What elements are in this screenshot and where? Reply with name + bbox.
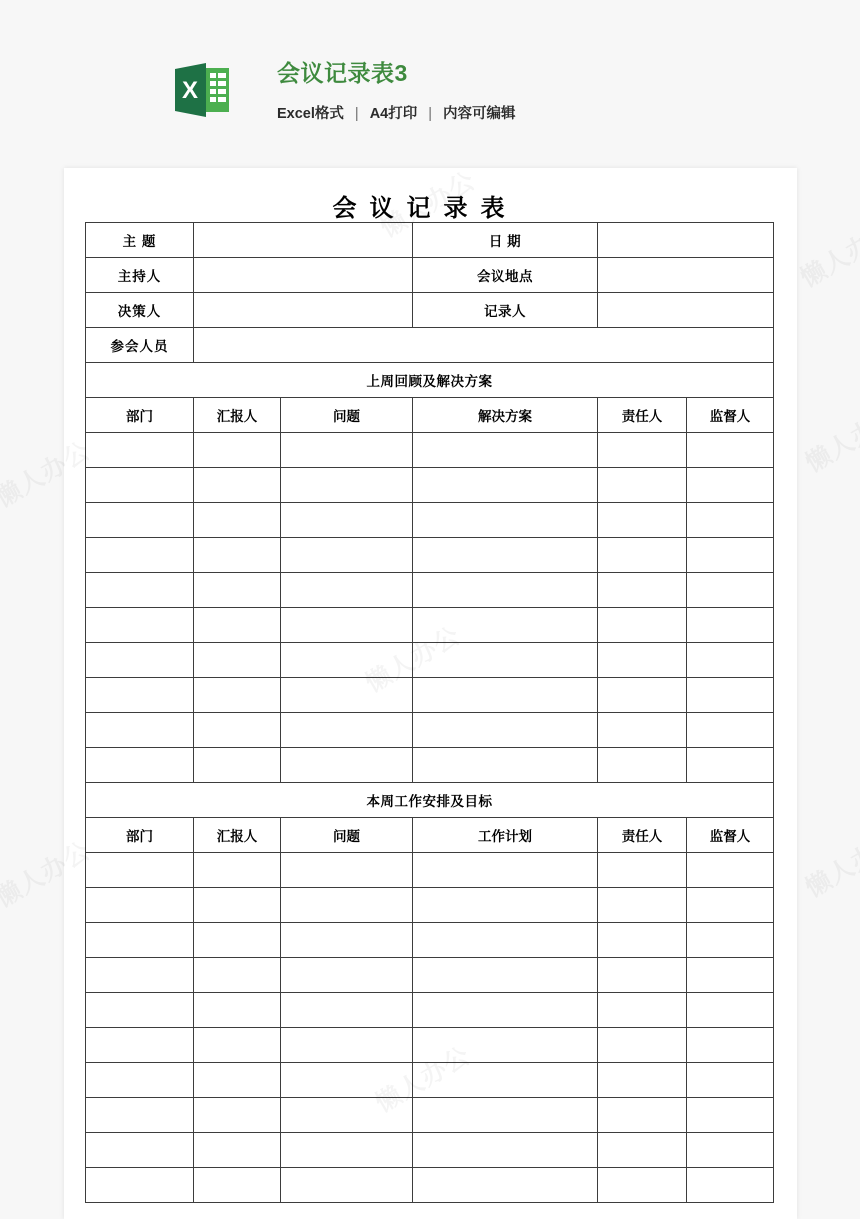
cell-reporter[interactable]	[194, 958, 281, 993]
cell-owner[interactable]	[598, 1028, 687, 1063]
colhead-supervisor-0: 监督人	[687, 398, 774, 433]
cell-owner[interactable]	[598, 713, 687, 748]
cell-reporter[interactable]	[194, 678, 281, 713]
cell-department[interactable]	[86, 678, 194, 713]
table-row	[86, 433, 774, 468]
cell-workplan[interactable]	[413, 1168, 598, 1203]
cell-solution[interactable]	[413, 608, 598, 643]
page-title: 会议记录表3	[277, 60, 408, 86]
cell-workplan[interactable]	[413, 888, 598, 923]
cell-reporter[interactable]	[194, 643, 281, 678]
watermark-text	[798, 396, 860, 479]
cell-department[interactable]	[86, 748, 194, 783]
cell-owner[interactable]	[598, 1098, 687, 1133]
section-header-row-1	[86, 783, 774, 818]
meta-format: Excel格式	[277, 106, 344, 122]
excel-file-icon	[173, 61, 231, 119]
table-row	[86, 1063, 774, 1098]
cell-owner[interactable]	[598, 853, 687, 888]
cell-solution[interactable]	[413, 538, 598, 573]
colhead-solution-0: 解决方案	[413, 398, 598, 433]
table-row	[86, 503, 774, 538]
meta-separator-1: |	[354, 106, 359, 122]
table-body	[86, 223, 774, 433]
watermark-text	[793, 211, 860, 294]
table-row	[86, 713, 774, 748]
field-date-value[interactable]	[598, 223, 774, 258]
cell-issue[interactable]	[281, 713, 413, 748]
colhead-issue-1: 问题	[281, 818, 413, 853]
cell-reporter[interactable]	[194, 1168, 281, 1203]
watermark-text	[798, 821, 860, 904]
label-location: 会议地点	[413, 258, 598, 293]
cell-solution[interactable]	[413, 433, 598, 468]
cell-supervisor[interactable]	[687, 1133, 774, 1168]
section-header-row-0	[86, 363, 774, 398]
cell-workplan[interactable]	[413, 1098, 598, 1133]
section-title-last-week: 上周回顾及解决方案	[86, 363, 774, 398]
table-row	[86, 888, 774, 923]
table-row	[86, 958, 774, 993]
meta-editable: 内容可编辑	[443, 106, 516, 122]
cell-department[interactable]	[86, 1168, 194, 1203]
cell-department[interactable]	[86, 713, 194, 748]
column-header-row-1	[86, 818, 774, 853]
cell-solution[interactable]	[413, 503, 598, 538]
cell-issue[interactable]	[281, 993, 413, 1028]
cell-owner[interactable]	[598, 1063, 687, 1098]
cell-issue[interactable]	[281, 1168, 413, 1203]
colhead-owner-1: 责任人	[598, 818, 687, 853]
cell-department[interactable]	[86, 958, 194, 993]
section-title-this-week: 本周工作安排及目标	[86, 783, 774, 818]
cell-issue[interactable]	[281, 678, 413, 713]
cell-solution[interactable]	[413, 468, 598, 503]
cell-solution[interactable]	[413, 713, 598, 748]
cell-department[interactable]	[86, 503, 194, 538]
label-attendees: 参会人员	[86, 328, 194, 363]
table-row-subject	[86, 223, 774, 258]
colhead-department-1: 部门	[86, 818, 194, 853]
cell-reporter[interactable]	[194, 1028, 281, 1063]
sheet-title: 会议记录表	[332, 195, 518, 222]
cell-issue[interactable]	[281, 538, 413, 573]
cell-issue[interactable]	[281, 888, 413, 923]
cell-solution[interactable]	[413, 748, 598, 783]
table-row	[86, 538, 774, 573]
cell-department[interactable]	[86, 1028, 194, 1063]
cell-supervisor[interactable]	[687, 1063, 774, 1098]
table-row	[86, 468, 774, 503]
document-header	[0, 0, 860, 150]
table-row	[86, 608, 774, 643]
cell-issue[interactable]	[281, 573, 413, 608]
cell-supervisor[interactable]	[687, 713, 774, 748]
cell-supervisor[interactable]	[687, 1028, 774, 1063]
colhead-supervisor-1: 监督人	[687, 818, 774, 853]
cell-department[interactable]	[86, 538, 194, 573]
field-subject-value[interactable]	[194, 223, 413, 258]
cell-workplan[interactable]	[413, 853, 598, 888]
cell-owner[interactable]	[598, 573, 687, 608]
cell-supervisor[interactable]	[687, 433, 774, 468]
cell-owner[interactable]	[598, 958, 687, 993]
document-sheet	[64, 168, 797, 1219]
cell-supervisor[interactable]	[687, 503, 774, 538]
cell-reporter[interactable]	[194, 538, 281, 573]
cell-issue[interactable]	[281, 608, 413, 643]
cell-issue[interactable]	[281, 923, 413, 958]
cell-owner[interactable]	[598, 643, 687, 678]
cell-department[interactable]	[86, 573, 194, 608]
label-host: 主持人	[86, 258, 194, 293]
cell-owner[interactable]	[598, 1133, 687, 1168]
cell-supervisor[interactable]	[687, 573, 774, 608]
cell-department[interactable]	[86, 643, 194, 678]
cell-issue[interactable]	[281, 1028, 413, 1063]
table-row	[86, 643, 774, 678]
cell-issue[interactable]	[281, 503, 413, 538]
cell-workplan[interactable]	[413, 923, 598, 958]
colhead-reporter-0: 汇报人	[194, 398, 281, 433]
cell-workplan[interactable]	[413, 1028, 598, 1063]
meeting-minutes-table	[85, 222, 774, 1203]
cell-solution[interactable]	[413, 643, 598, 678]
cell-owner[interactable]	[598, 468, 687, 503]
cell-supervisor[interactable]	[687, 888, 774, 923]
field-attendees-value[interactable]	[194, 328, 774, 363]
cell-reporter[interactable]	[194, 468, 281, 503]
table-row	[86, 923, 774, 958]
cell-reporter[interactable]	[194, 853, 281, 888]
cell-department[interactable]	[86, 1063, 194, 1098]
cell-reporter[interactable]	[194, 1133, 281, 1168]
table-row	[86, 853, 774, 888]
label-subject: 主 题	[86, 223, 194, 258]
cell-supervisor[interactable]	[687, 853, 774, 888]
cell-reporter[interactable]	[194, 573, 281, 608]
colhead-reporter-1: 汇报人	[194, 818, 281, 853]
cell-department[interactable]	[86, 853, 194, 888]
cell-issue[interactable]	[281, 853, 413, 888]
field-decider-value[interactable]	[194, 293, 413, 328]
cell-reporter[interactable]	[194, 433, 281, 468]
cell-reporter[interactable]	[194, 1063, 281, 1098]
meta-print: A4打印	[369, 106, 418, 122]
column-header-row-0	[86, 398, 774, 433]
table-row	[86, 1168, 774, 1203]
cell-reporter[interactable]	[194, 923, 281, 958]
table-row	[86, 748, 774, 783]
table-row	[86, 1133, 774, 1168]
cell-issue[interactable]	[281, 748, 413, 783]
field-location-value[interactable]	[598, 258, 774, 293]
cell-workplan[interactable]	[413, 1133, 598, 1168]
label-date: 日 期	[413, 223, 598, 258]
cell-workplan[interactable]	[413, 1063, 598, 1098]
cell-issue[interactable]	[281, 468, 413, 503]
cell-owner[interactable]	[598, 748, 687, 783]
cell-supervisor[interactable]	[687, 958, 774, 993]
cell-supervisor[interactable]	[687, 678, 774, 713]
cell-owner[interactable]	[598, 433, 687, 468]
table-row	[86, 1028, 774, 1063]
table-row	[86, 573, 774, 608]
cell-supervisor[interactable]	[687, 1098, 774, 1133]
cell-department[interactable]	[86, 608, 194, 643]
colhead-workplan-1: 工作计划	[413, 818, 598, 853]
cell-solution[interactable]	[413, 678, 598, 713]
cell-issue[interactable]	[281, 643, 413, 678]
cell-reporter[interactable]	[194, 888, 281, 923]
colhead-department-0: 部门	[86, 398, 194, 433]
table-row	[86, 993, 774, 1028]
cell-supervisor[interactable]	[687, 608, 774, 643]
colhead-owner-0: 责任人	[598, 398, 687, 433]
cell-issue[interactable]	[281, 1063, 413, 1098]
cell-owner[interactable]	[598, 503, 687, 538]
cell-department[interactable]	[86, 1098, 194, 1133]
cell-owner[interactable]	[598, 1168, 687, 1203]
cell-reporter[interactable]	[194, 1098, 281, 1133]
cell-reporter[interactable]	[194, 748, 281, 783]
cell-owner[interactable]	[598, 993, 687, 1028]
cell-department[interactable]	[86, 1133, 194, 1168]
field-recorder-value[interactable]	[598, 293, 774, 328]
cell-reporter[interactable]	[194, 993, 281, 1028]
meta-separator-2: |	[428, 106, 433, 122]
cell-department[interactable]	[86, 888, 194, 923]
table-row	[86, 1098, 774, 1133]
cell-department[interactable]	[86, 433, 194, 468]
document-meta	[277, 104, 516, 124]
cell-workplan[interactable]	[413, 958, 598, 993]
cell-supervisor[interactable]	[687, 748, 774, 783]
cell-supervisor[interactable]	[687, 468, 774, 503]
cell-department[interactable]	[86, 993, 194, 1028]
cell-solution[interactable]	[413, 573, 598, 608]
table-row	[86, 678, 774, 713]
svg-text:X: X	[181, 77, 199, 104]
table-row-attendees	[86, 328, 774, 363]
cell-supervisor[interactable]	[687, 993, 774, 1028]
label-decider: 决策人	[86, 293, 194, 328]
cell-supervisor[interactable]	[687, 923, 774, 958]
table-row-host	[86, 258, 774, 293]
cell-issue[interactable]	[281, 433, 413, 468]
cell-supervisor[interactable]	[687, 643, 774, 678]
cell-owner[interactable]	[598, 678, 687, 713]
table-row-decider	[86, 293, 774, 328]
cell-issue[interactable]	[281, 1098, 413, 1133]
cell-reporter[interactable]	[194, 608, 281, 643]
cell-issue[interactable]	[281, 1133, 413, 1168]
cell-department[interactable]	[86, 923, 194, 958]
cell-owner[interactable]	[598, 888, 687, 923]
cell-issue[interactable]	[281, 958, 413, 993]
colhead-issue-0: 问题	[281, 398, 413, 433]
field-host-value[interactable]	[194, 258, 413, 293]
cell-owner[interactable]	[598, 608, 687, 643]
label-recorder: 记录人	[413, 293, 598, 328]
cell-reporter[interactable]	[194, 503, 281, 538]
cell-reporter[interactable]	[194, 713, 281, 748]
cell-owner[interactable]	[598, 923, 687, 958]
cell-owner[interactable]	[598, 538, 687, 573]
cell-department[interactable]	[86, 468, 194, 503]
cell-supervisor[interactable]	[687, 538, 774, 573]
cell-workplan[interactable]	[413, 993, 598, 1028]
cell-supervisor[interactable]	[687, 1168, 774, 1203]
